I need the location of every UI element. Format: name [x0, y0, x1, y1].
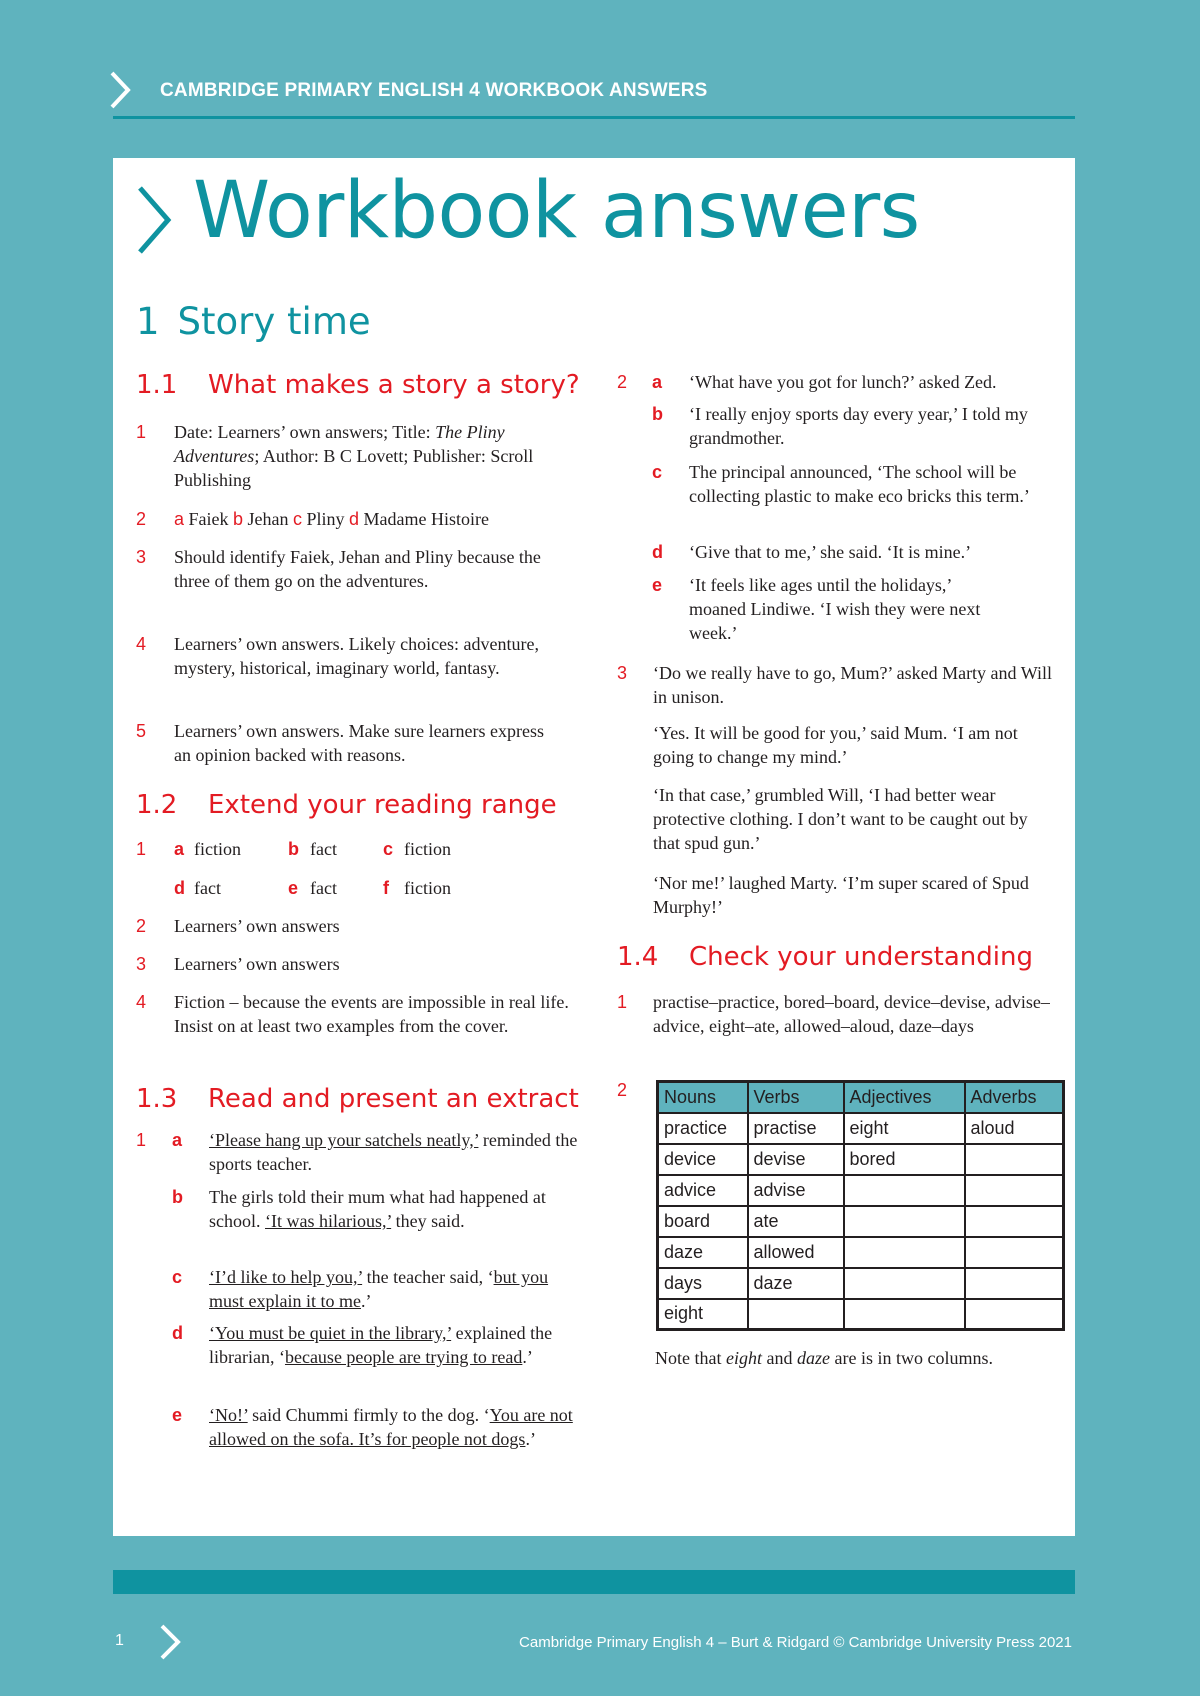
unit-heading: [136, 300, 371, 343]
table-cell: device: [658, 1144, 748, 1175]
section-heading-1-1: 1.1 What makes a story a story?: [136, 370, 580, 400]
table-cell: [844, 1268, 965, 1299]
dialogue-paragraph: ‘Nor me!’ laughed Marty. ‘I’m super scared of Spud Murphy!’: [653, 873, 1029, 917]
table-row: [658, 1144, 1064, 1175]
table-cell: ate: [748, 1206, 844, 1237]
table-row: [658, 1268, 1064, 1299]
answer-1-2-q1: 1 a fiction b fact c fiction d fact e fact f fiction: [136, 839, 451, 898]
dialogue-paragraph: ‘Yes. It will be good for you,’ said Mum. ‘I am not going to change my mind.’: [653, 723, 1018, 767]
table-cell: eight: [844, 1113, 965, 1144]
table-cell: daze: [748, 1268, 844, 1299]
table-cell: [965, 1299, 1064, 1330]
chevron-right-icon: [108, 70, 138, 110]
table-cell: [748, 1299, 844, 1330]
word-class-table: [656, 1080, 1065, 1331]
table-cell: board: [658, 1206, 748, 1237]
header-divider: [113, 116, 1075, 119]
column-header: Verbs: [748, 1082, 844, 1113]
table-cell: advice: [658, 1175, 748, 1206]
table-row: [658, 1299, 1064, 1330]
chevron-right-icon: [157, 1622, 183, 1662]
table-cell: [965, 1237, 1064, 1268]
dialogue-paragraph: ‘Do we really have to go, Mum?’ asked Marty and Will in unison.: [653, 663, 1052, 707]
table-cell: bored: [844, 1144, 965, 1175]
table-note: Note that eight and daze are is in two columns.: [655, 1348, 993, 1368]
section-heading-1-4: 1.4 Check your understanding: [617, 942, 1033, 972]
unit-number: 1: [136, 300, 160, 343]
table-cell: [844, 1237, 965, 1268]
table-row: [658, 1113, 1064, 1144]
answer-1-4-q2-number: 2: [617, 1080, 628, 1100]
running-header: CAMBRIDGE PRIMARY ENGLISH 4 WORKBOOK ANSWERS: [160, 80, 708, 101]
table-cell: [844, 1175, 965, 1206]
chevron-right-icon: [134, 184, 174, 256]
column-header: Adjectives: [844, 1082, 965, 1113]
table-cell: practise: [748, 1113, 844, 1144]
answer-1-3-q2-number: 2: [617, 372, 628, 392]
table-cell: practice: [658, 1113, 748, 1144]
footer-copyright: Cambridge Primary English 4 – Burt & Ridgard © Cambridge University Press 2021: [519, 1634, 1072, 1651]
dialogue-paragraph: ‘In that case,’ grumbled Will, ‘I had better wear protective clothing. I don’t want to be caught out by that spud gun.’: [653, 785, 1028, 853]
table-cell: [965, 1268, 1064, 1299]
answer-1-3-q1-number: 1: [136, 1130, 147, 1150]
table-cell: [965, 1144, 1064, 1175]
table-row: [658, 1206, 1064, 1237]
table-cell: [844, 1299, 965, 1330]
section-heading-1-2: 1.2 Extend your reading range: [136, 790, 557, 820]
column-header: Nouns: [658, 1082, 748, 1113]
table-cell: advise: [748, 1175, 844, 1206]
table-cell: days: [658, 1268, 748, 1299]
table-cell: devise: [748, 1144, 844, 1175]
table-cell: [965, 1175, 1064, 1206]
table-row: [658, 1175, 1064, 1206]
table-cell: [965, 1206, 1064, 1237]
table-row: [658, 1237, 1064, 1268]
table-cell: aloud: [965, 1113, 1064, 1144]
table-cell: allowed: [748, 1237, 844, 1268]
table-cell: daze: [658, 1237, 748, 1268]
section-heading-1-3: 1.3 Read and present an extract: [136, 1084, 579, 1114]
table-cell: [844, 1206, 965, 1237]
unit-title: Story time: [177, 300, 371, 343]
table-cell: eight: [658, 1299, 748, 1330]
page-number: 1: [115, 1632, 124, 1649]
table-header-row: [658, 1082, 1064, 1113]
page-title: Workbook answers: [193, 166, 920, 256]
footer-bar: [113, 1570, 1075, 1594]
column-header: Adverbs: [965, 1082, 1064, 1113]
